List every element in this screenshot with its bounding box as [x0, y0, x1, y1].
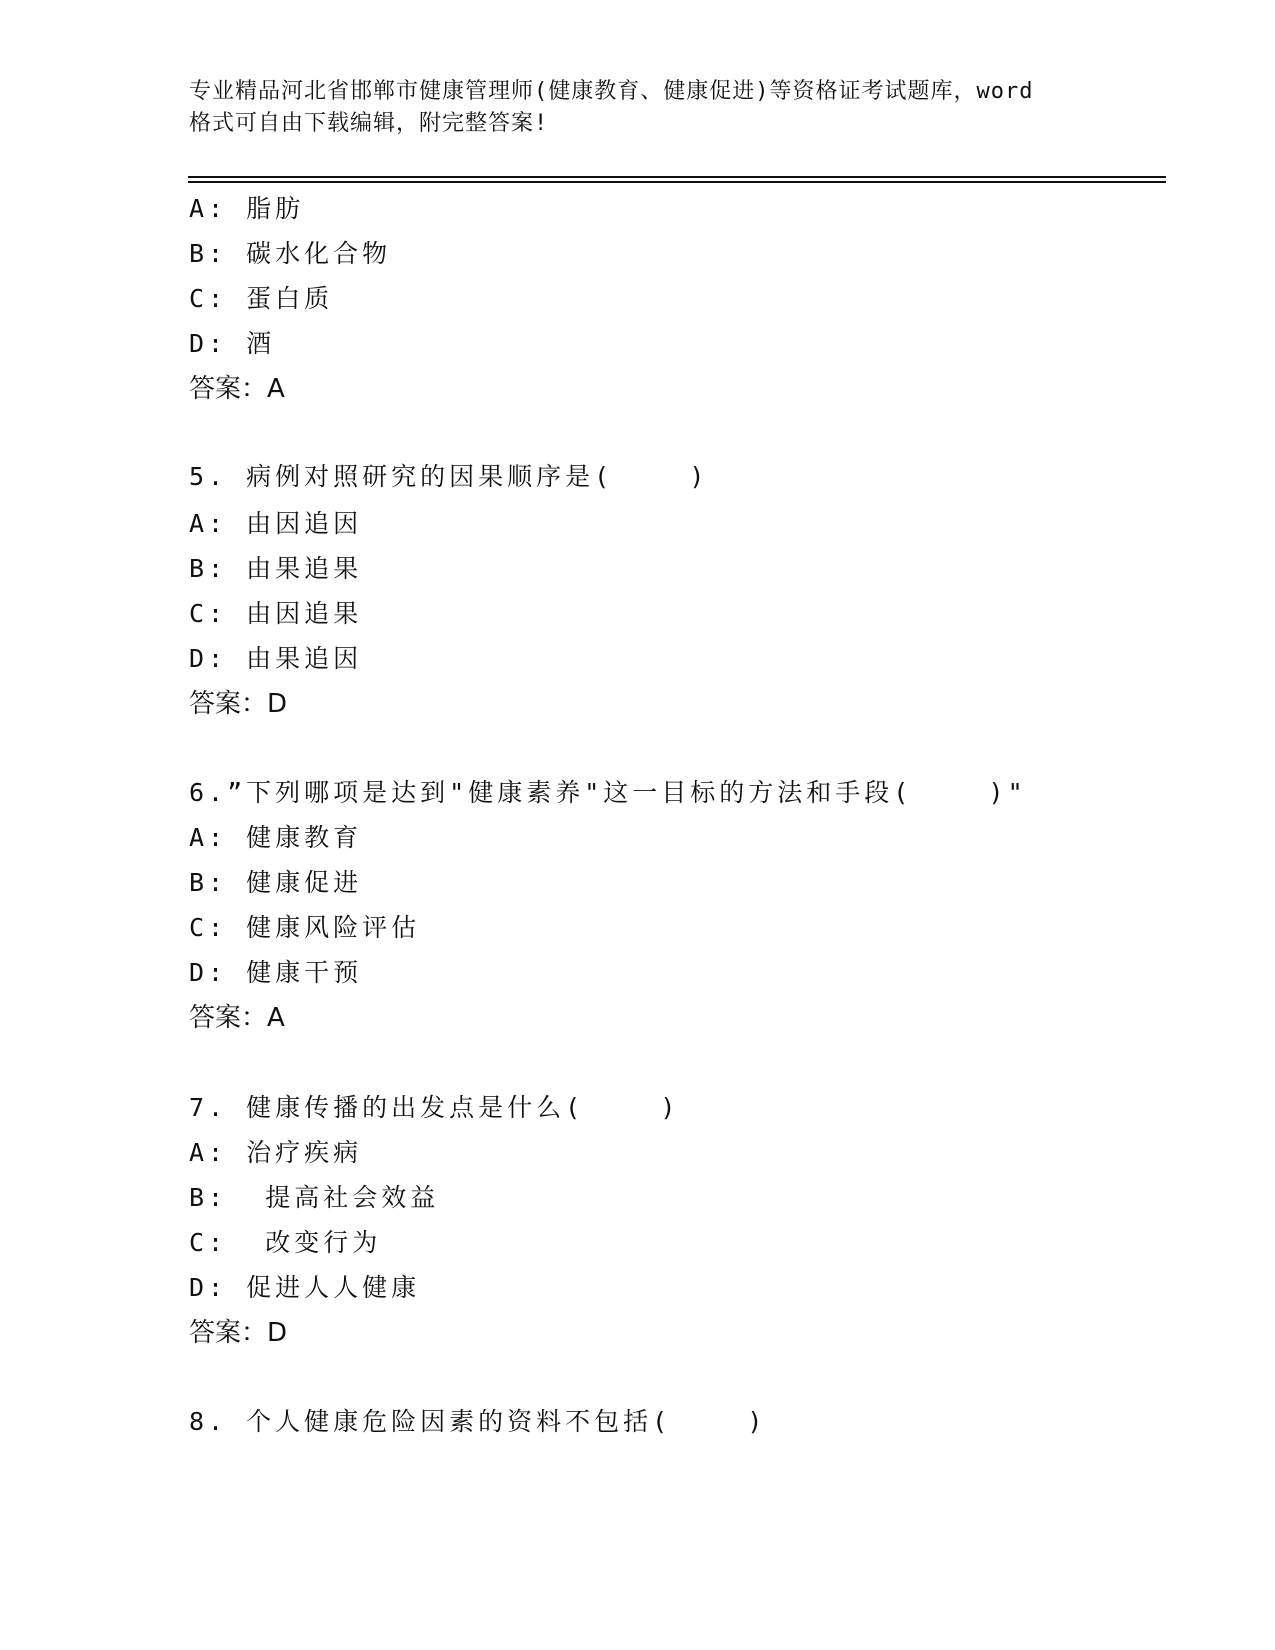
q5-question: 5. 病例对照研究的因果顺序是( ) — [189, 462, 709, 491]
q4-option-a: A: 脂肪 — [189, 194, 305, 223]
q4-option-d: D: 酒 — [189, 329, 276, 358]
q6-answer: 答案：A — [189, 1003, 285, 1033]
q5-option-d: D: 由果追因 — [189, 644, 363, 673]
header-rule-top — [188, 176, 1166, 178]
q6-option-b: B: 健康促进 — [189, 868, 363, 897]
q7-option-d: D: 促进人人健康 — [189, 1273, 421, 1302]
q5-option-a: A: 由因追因 — [189, 509, 363, 538]
q7-option-a: A: 治疗疾病 — [189, 1138, 363, 1167]
q4-option-b: B: 碳水化合物 — [189, 239, 392, 268]
q5-option-c: C: 由因追果 — [189, 599, 363, 628]
q6-question: 6.”下列哪项是达到"健康素养"这一目标的方法和手段( )" — [189, 778, 1027, 807]
q5-answer: 答案：D — [189, 689, 288, 719]
q6-option-c: C: 健康风险评估 — [189, 913, 421, 942]
q8-question: 8. 个人健康危险因素的资料不包括( ) — [189, 1407, 767, 1436]
q7-option-b: B: 提高社会效益 — [189, 1183, 440, 1212]
q6-option-a: A: 健康教育 — [189, 823, 363, 852]
header-line-2: 格式可自由下载编辑，附完整答案! — [189, 111, 549, 136]
q7-answer: 答案：D — [189, 1318, 288, 1348]
q4-option-c: C: 蛋白质 — [189, 284, 334, 313]
q6-option-d: D: 健康干预 — [189, 958, 363, 987]
header-line-1: 专业精品河北省邯郸市健康管理师(健康教育、健康促进)等资格证考试题库，word — [189, 79, 1034, 104]
q7-option-c: C: 改变行为 — [189, 1228, 382, 1257]
document-header — [189, 76, 1089, 140]
q5-option-b: B: 由果追果 — [189, 554, 363, 583]
q4-answer: 答案：A — [189, 374, 285, 404]
header-rule-bottom — [188, 181, 1166, 183]
q7-question: 7. 健康传播的出发点是什么( ) — [189, 1093, 680, 1122]
